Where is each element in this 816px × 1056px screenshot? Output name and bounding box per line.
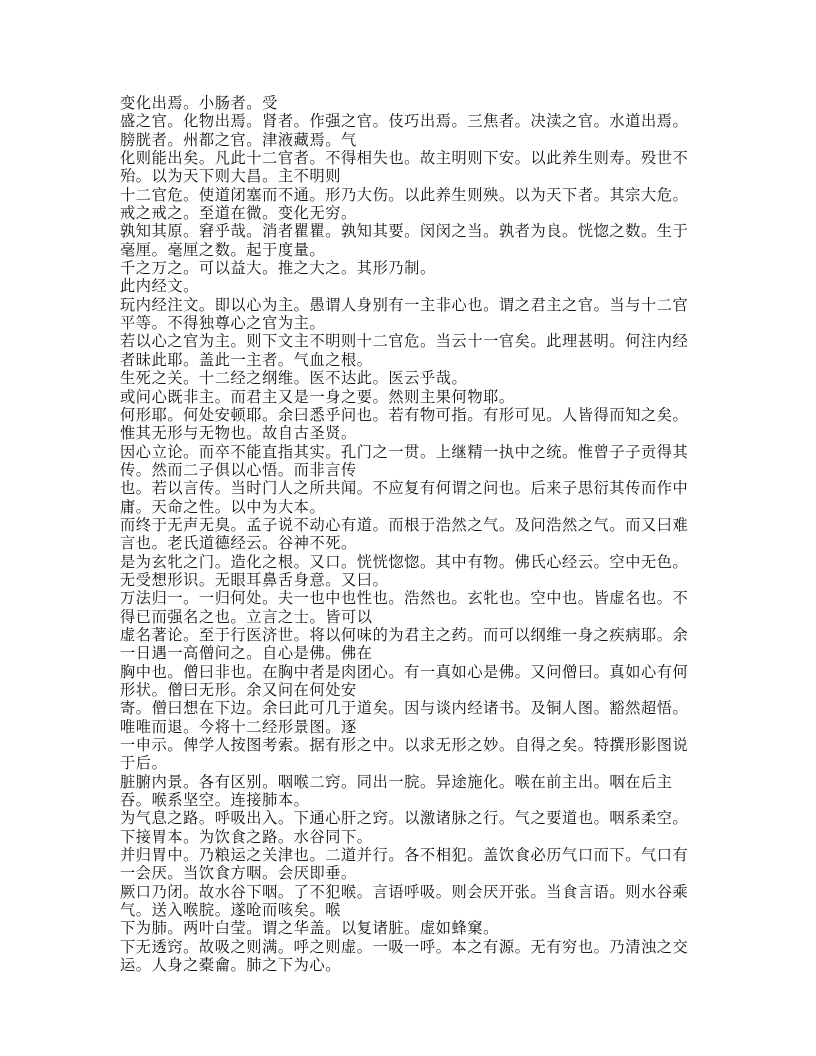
paragraph: 千之万之。可以益大。推之大之。其形乃制。 bbox=[120, 259, 436, 278]
paragraph: 一申示。俾学人按图考索。据有形之中。以求无形之妙。自得之矣。特撰形影图说于后。 bbox=[120, 736, 689, 773]
paragraph: 为气息之路。呼吸出入。下通心肝之窍。以激诸脉之行。气之要道也。咽系柔空。下接胃本。为饮食之路。水谷同下。 bbox=[120, 809, 689, 846]
paragraph: 此内经文。 bbox=[120, 277, 199, 296]
paragraph: 脏腑内景。各有区别。咽喉二窍。同出一脘。异途施化。喉在前主出。咽在后主吞。喉系坚空。连接肺本。 bbox=[120, 772, 673, 810]
paragraph: 下无透窍。故吸之则满。呼之则虚。一吸一呼。本之有源。无有穷也。乃清浊之交运。人身之橐龠。肺之下为心。 bbox=[120, 937, 689, 975]
paragraph: 也。若以言传。当时门人之所共闻。不应复有何谓之问也。后来子思衍其传而作中庸。天命之性。以中为大本。 bbox=[120, 479, 689, 516]
paragraph: 或问心既非主。而君主又是一身之要。然则主果何物耶。 bbox=[120, 387, 515, 406]
paragraph: 孰知其原。窘乎哉。消者瞿瞿。孰知其要。闵闵之当。孰者为良。恍惚之数。生于毫厘。毫厘之数。起于度量。 bbox=[120, 222, 689, 259]
paragraph: 十二官危。使道闭塞而不通。形乃大伤。以此养生则殃。以为天下者。其宗大危。戒之戒之。至道在微。变化无穷。 bbox=[120, 185, 689, 223]
paragraph: 而终于无声无臭。孟子说不动心有道。而根于浩然之气。及问浩然之气。而又曰难言也。老氏道德经云。谷神不死。 bbox=[120, 515, 689, 553]
paragraph: 下为肺。两叶白莹。谓之华盖。以复诸脏。虚如蜂窠。 bbox=[120, 919, 499, 938]
paragraph: 生死之关。十二经之纲维。医不达此。医云乎哉。 bbox=[120, 369, 468, 388]
paragraph: 若以心之官为主。则下文主不明则十二官危。当云十一官矣。此理甚明。何注内经者昧此耶。盖此一主者。气血之根。 bbox=[120, 332, 689, 369]
paragraph: 胸中也。僧曰非也。在胸中者是肉团心。有一真如心是佛。又问僧曰。真如心有何形状。僧曰无形。余又问在何处安 bbox=[120, 662, 689, 699]
paragraph: 万法归一。一归何处。夫一也中也性也。浩然也。玄牝也。空中也。皆虚名也。不得已而强名之也。立言之士。皆可以 bbox=[120, 589, 689, 626]
document-page bbox=[120, 94, 700, 975]
paragraph: 并归胃中。乃粮运之关津也。二道并行。各不相犯。盖饮食必历气口而下。气口有一会厌。当饮食方咽。会厌即垂。 bbox=[120, 846, 689, 883]
paragraph: 玩内经注文。即以心为主。愚谓人身别有一主非心也。谓之君主之官。当与十二官平等。不得独尊心之官为主。 bbox=[120, 295, 689, 333]
paragraph: 变化出焉。小肠者。受 bbox=[120, 94, 278, 112]
paragraph: 是为玄牝之门。造化之根。又口。恍恍惚惚。其中有物。佛氏心经云。空中无色。无受想形识。无眼耳鼻舌身意。又曰。 bbox=[120, 552, 689, 589]
paragraph: 盛之官。化物出焉。肾者。作强之官。伎巧出焉。三焦者。决渎之官。水道出焉。膀胱者。州都之官。津液藏焉。气 bbox=[120, 112, 689, 149]
paragraph: 化则能出矣。凡此十二官者。不得相失也。故主明则下安。以此养生则寿。殁世不殆。以为天下则大昌。主不明则 bbox=[120, 149, 689, 186]
paragraph: 寄。僧曰想在下边。余曰此可几于道矣。因与谈内经诸书。及铜人图。豁然超悟。唯唯而退。今将十二经形景图。逐 bbox=[120, 699, 689, 736]
paragraph: 何形耶。何处安顿耶。余曰悉乎问也。若有物可指。有形可见。人皆得而知之矣。惟其无形与无物也。故自古圣贤。 bbox=[120, 405, 689, 443]
paragraph: 厥口乃闭。故水谷下咽。了不犯喉。言语呼吸。则会厌开张。当食言语。则水谷乘气。送入喉脘。遂呛而咳矣。喉 bbox=[120, 882, 689, 920]
paragraph: 虚名著论。至于行医济世。将以何味的为君主之药。而可以纲维一身之疾病耶。余一日遇一高僧问之。自心是佛。佛在 bbox=[120, 625, 689, 663]
paragraph: 因心立论。而卒不能直指其实。孔门之一贯。上继精一执中之统。惟曾子子贡得其传。然而二子俱以心悟。而非言传 bbox=[120, 442, 689, 479]
